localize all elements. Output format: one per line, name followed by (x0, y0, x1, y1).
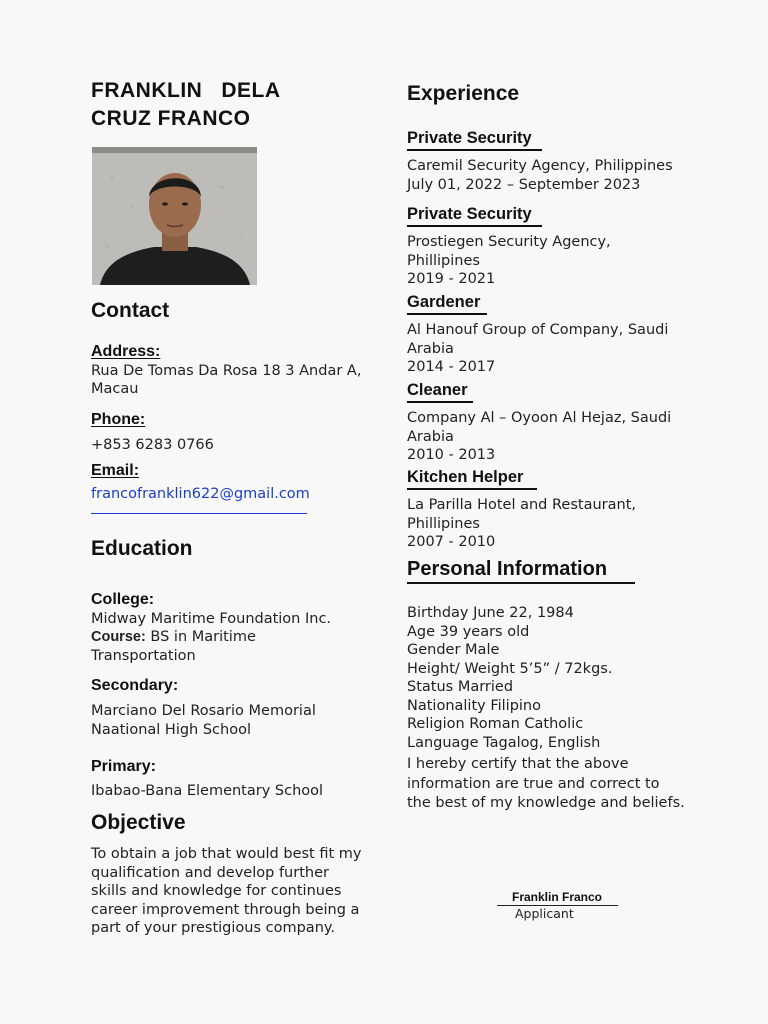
personal-info-list (407, 604, 612, 752)
job-title: Cleaner (407, 381, 473, 403)
job-detail: Al Hanouf Group of Company, Saudi (407, 322, 669, 338)
address-line-1: Rua De Tomas Da Rosa 18 3 Andar A, (91, 363, 362, 379)
education-heading: Education (91, 537, 193, 560)
course-line-2: Transportation (91, 648, 196, 664)
college-name: Midway Maritime Foundation Inc. (91, 611, 332, 627)
job-entry (407, 128, 673, 194)
personal-info-line: Height/ Weight 5’5” / 72kgs. (407, 660, 613, 677)
job-detail: Arabia (407, 428, 454, 445)
job-title: Private Security (407, 129, 542, 151)
job-detail: Caremil Security Agency, Philippines (407, 158, 673, 174)
secondary-label: Secondary: (91, 677, 179, 694)
personal-info-heading: Personal Information (407, 558, 635, 584)
personal-info-heading-wrap (407, 558, 635, 584)
objective-line: qualification and develop further (91, 864, 329, 881)
signature-name: Franklin Franco (511, 890, 603, 904)
objective-line: career improvement through being a (91, 901, 360, 918)
secondary-school-line-2: Naational High School (91, 722, 251, 738)
certification-line: information are true and correct to (407, 775, 660, 792)
job-detail: Phillipines (407, 515, 480, 532)
objective-line: skills and knowledge for continues (91, 883, 342, 899)
job-title: Kitchen Helper (407, 468, 537, 490)
job-detail: La Parilla Hotel and Restaurant, (407, 497, 636, 513)
job-title: Gardener (407, 293, 487, 315)
email-link[interactable]: francofranklin622@gmail.com (91, 486, 310, 502)
phone-value: +853 6283 0766 (91, 437, 214, 453)
job-title: Private Security (407, 205, 542, 227)
personal-info-line: Religion Roman Catholic (407, 716, 584, 732)
person-portrait-icon (92, 147, 257, 285)
contact-heading: Contact (91, 299, 170, 322)
certification-text (407, 755, 685, 814)
certification-line: I hereby certify that the above (407, 756, 629, 772)
email-label: Email: (91, 462, 140, 479)
secondary-school-line-1: Marciano Del Rosario Memorial (91, 703, 316, 719)
job-detail: Arabia (407, 340, 454, 357)
personal-info-line: Age 39 years old (407, 623, 530, 640)
applicant-name-line-2: CRUZ FRANCO (91, 107, 251, 130)
job-dates: 2019 - 2021 (407, 271, 496, 287)
job-dates: 2007 - 2010 (407, 534, 496, 550)
job-entry (407, 292, 668, 377)
objective-line: To obtain a job that would best fit my (91, 846, 362, 862)
certification-line: the best of my knowledge and beliefs. (407, 795, 685, 811)
job-dates: July 01, 2022 – September 2023 (407, 176, 641, 193)
job-detail: Phillipines (407, 252, 480, 269)
objective-text (91, 845, 361, 938)
job-entry (407, 467, 636, 552)
signature-role: Applicant (515, 906, 574, 921)
personal-info-line: Nationality Filipino (407, 697, 541, 714)
email-underline (91, 513, 307, 514)
college-label: College: (91, 591, 155, 608)
job-entry (407, 204, 611, 289)
phone-label: Phone: (91, 411, 146, 428)
objective-line: part of your prestigious company. (91, 920, 336, 936)
primary-school: Ibabao-Bana Elementary School (91, 783, 324, 799)
profile-photo (92, 147, 257, 285)
job-dates: 2010 - 2013 (407, 447, 496, 463)
job-detail: Prostiegen Security Agency, (407, 234, 611, 250)
job-dates: 2014 - 2017 (407, 359, 496, 375)
personal-info-line: Birthday June 22, 1984 (407, 605, 574, 621)
job-detail: Company Al – Oyoon Al Hejaz, Saudi (407, 410, 672, 426)
primary-label: Primary: (91, 758, 156, 775)
address-label: Address: (91, 343, 161, 360)
course-label: Course: (91, 629, 146, 645)
course-value: BS in Maritime (145, 629, 256, 645)
objective-heading: Objective (91, 811, 186, 834)
applicant-name-line-1: FRANKLIN DELA (91, 79, 281, 102)
personal-info-line: Status Married (407, 679, 514, 695)
personal-info-line: Language Tagalog, English (407, 734, 601, 751)
address-line-2: Macau (91, 381, 139, 397)
course-line (91, 628, 256, 647)
experience-heading: Experience (407, 82, 520, 105)
personal-info-line: Gender Male (407, 642, 500, 658)
job-entry (407, 380, 671, 465)
